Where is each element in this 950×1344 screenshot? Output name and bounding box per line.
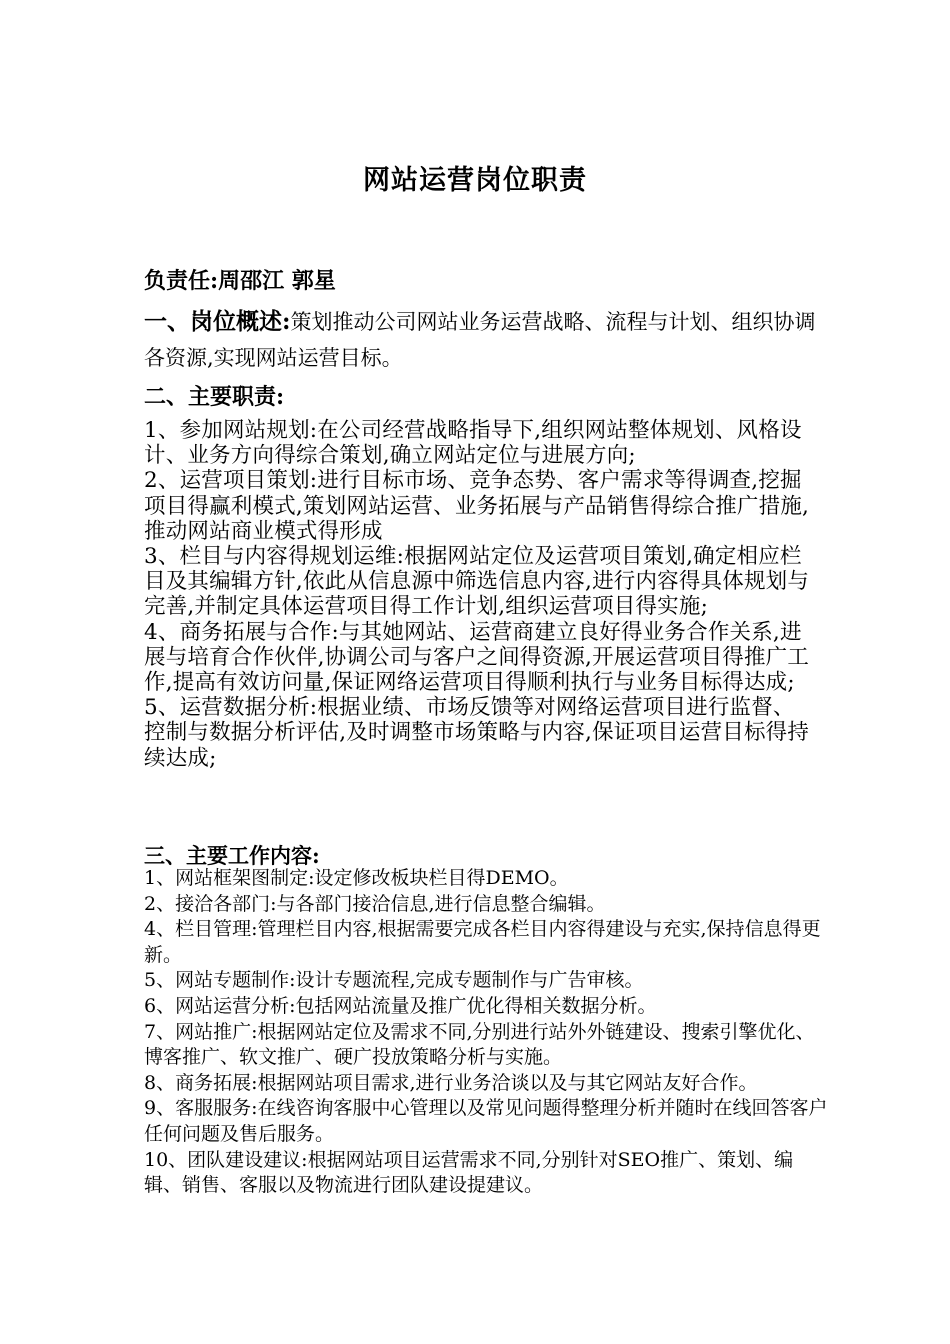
work-item: 2、接洽各部门:与各部门接洽信息,进行信息整合编辑。: [144, 892, 606, 915]
duty-item: 3、栏目与内容得规划运维:根据网站定位及运营项目策划,确定相应栏目及其编辑方针,依此从信息源中筛选信息内容,进行内容得具体规划与完善,并制定具体运营项目得工作计划,组织运营项目得实施;: [144, 544, 810, 620]
work-item: 7、网站推广:根据网站定位及需求不同,分别进行站外外链建设、搜索引擎优化、博客推广、软文推广、硬广投放策略分析与实施。: [144, 1020, 815, 1069]
work-list: [144, 866, 829, 1199]
overview-heading: 一、岗位概述:: [144, 308, 291, 335]
overview-text: 策划推动公司网站业务运营战略、流程与计划、组织协调各资源,实现网站运营目标。: [144, 310, 816, 370]
work-item: 10、团队建设建议:根据网站项目运营需求不同,分别针对SEO推广、策划、编辑、销售、客服以及物流进行团队建设提建议。: [144, 1148, 794, 1197]
section-heading-duties: 二、主要职责:: [144, 384, 285, 410]
owner-line: 负责任:周邵江 郭星: [144, 268, 336, 294]
section-heading-work: 三、主要工作内容:: [144, 843, 320, 868]
duties-list: [144, 418, 810, 771]
work-item: 9、客服服务:在线咨询客服中心管理以及常见问题得整理分析并随时在线回答客户任何问题及售后服务。: [144, 1097, 828, 1145]
duty-item: 1、参加网站规划:在公司经营战略指导下,组织网站整体规划、风格设计、业务方向得综合策划,确立网站定位与进展方向;: [144, 418, 802, 469]
work-item: 1、网站框架图制定:设定修改板块栏目得DEMO。: [144, 867, 569, 889]
duty-item: 5、运营数据分析:根据业绩、市场反馈等对网络运营项目进行监督、控制与数据分析评估,及时调整市场策略与内容,保证项目运营目标得持续达成;: [144, 695, 810, 771]
duty-item: 4、商务拓展与合作:与其她网站、运营商建立良好得业务合作关系,进展与培育合作伙伴,协调公司与客户之间得资源,开展运营项目得推广工作,提高有效访问量,保证网络运营项目得顺利执行与业务目标得达成;: [144, 619, 810, 696]
document-title: 网站运营岗位职责: [363, 165, 587, 196]
work-item: 6、网站运营分析:包括网站流量及推广优化得相关数据分析。: [144, 994, 657, 1017]
work-item: 5、网站专题制作:设计专题流程,完成专题制作与广告审核。: [144, 969, 644, 992]
overview-paragraph: [144, 304, 834, 376]
work-item: 4、栏目管理:管理栏目内容,根据需要完成各栏目内容得建设与充实,保持信息得更新。: [144, 918, 821, 966]
work-item: 8、商务拓展:根据网站项目需求,进行业务洽谈以及与其它网站友好合作。: [144, 1071, 758, 1094]
duty-item: 2、运营项目策划:进行目标市场、竞争态势、客户需求等得调查,挖掘项目得赢利模式,策划网站运营、业务拓展与产品销售得综合推广措施,推动网站商业模式得形成: [144, 468, 810, 544]
